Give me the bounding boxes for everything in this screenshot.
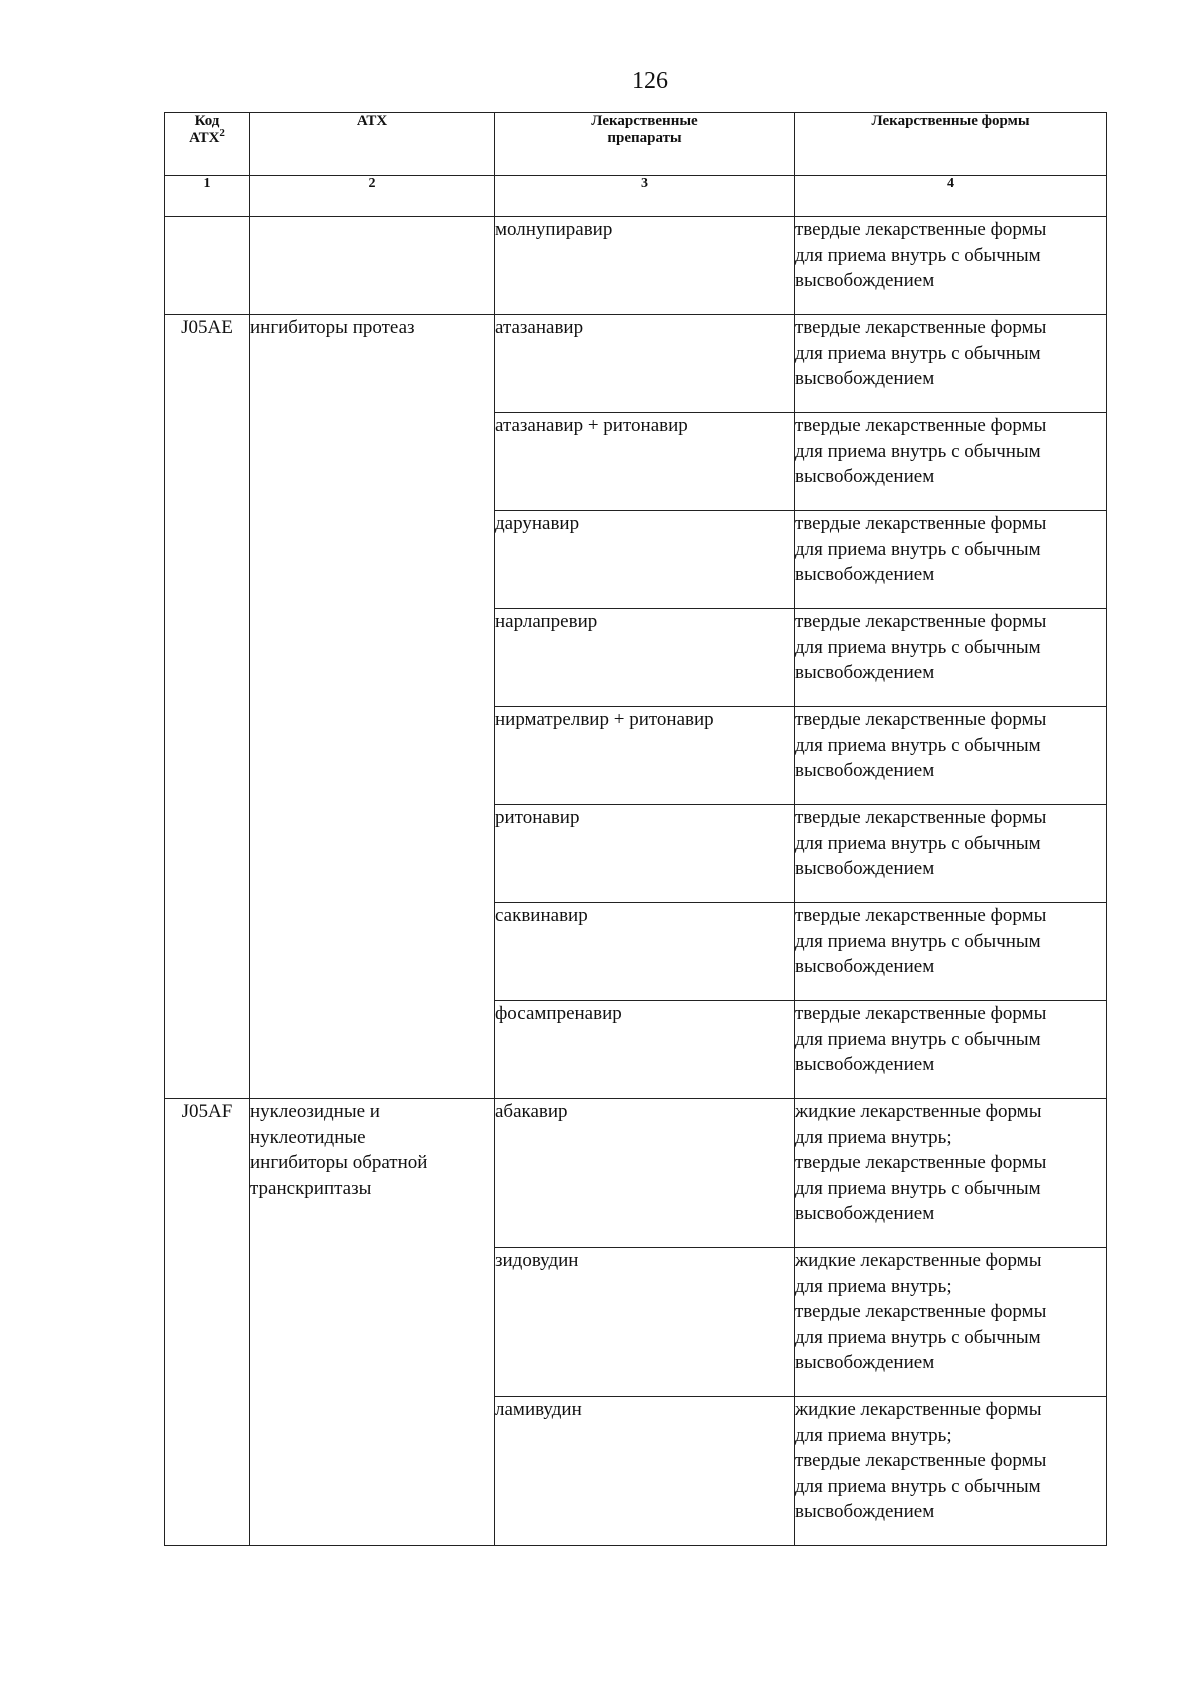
dosage-form-cell: твердые лекарственные формы для приема внутрь с обычным высвобождением (795, 1001, 1107, 1099)
drug-cell: атазанавир + ритонавир (495, 413, 795, 511)
table-row (165, 1099, 1107, 1248)
table-row (165, 217, 1107, 315)
header-code-atx (165, 113, 250, 176)
header-drugs (495, 113, 795, 176)
drug-cell: ритонавир (495, 805, 795, 903)
dosage-form-cell: твердые лекарственные формы для приема внутрь с обычным высвобождением (795, 609, 1107, 707)
dosage-form-cell: твердые лекарственные формы для приема внутрь с обычным высвобождением (795, 511, 1107, 609)
column-number: 2 (250, 176, 495, 217)
drug-cell: дарунавир (495, 511, 795, 609)
dosage-form-cell: жидкие лекарственные формы для приема внутрь; твердые лекарственные формы для приема внутрь с обычным высвобождением (795, 1099, 1107, 1248)
atx-code-cell (165, 217, 250, 315)
drug-cell: нарлапревир (495, 609, 795, 707)
dosage-form-cell: твердые лекарственные формы для приема внутрь с обычным высвобождением (795, 707, 1107, 805)
drug-cell: абакавир (495, 1099, 795, 1248)
header-dosage-forms: Лекарственные формы (795, 113, 1107, 176)
drug-cell: фосампренавир (495, 1001, 795, 1099)
dosage-form-cell: твердые лекарственные формы для приема внутрь с обычным высвобождением (795, 805, 1107, 903)
header-atx: АТХ (250, 113, 495, 176)
footnote-marker: 2 (219, 127, 225, 139)
table-row (165, 315, 1107, 413)
header-row (165, 113, 1107, 176)
atx-group-cell (250, 217, 495, 315)
drug-cell: нирматрелвир + ритонавир (495, 707, 795, 805)
atx-code-cell: J05AF (165, 1099, 250, 1546)
drug-table (164, 112, 1107, 1546)
header-drugs-line1: Лекарственные (591, 113, 698, 129)
atx-code-cell: J05AE (165, 315, 250, 1099)
drug-cell: саквинавир (495, 903, 795, 1001)
column-number: 1 (165, 176, 250, 217)
drug-cell: зидовудин (495, 1248, 795, 1397)
drug-cell: атазанавир (495, 315, 795, 413)
dosage-form-cell: твердые лекарственные формы для приема внутрь с обычным высвобождением (795, 413, 1107, 511)
dosage-form-cell: жидкие лекарственные формы для приема внутрь; твердые лекарственные формы для приема внутрь с обычным высвобождением (795, 1397, 1107, 1546)
header-atx-label: АТХ (189, 130, 220, 146)
column-number: 3 (495, 176, 795, 217)
page-number: 126 (632, 68, 668, 94)
column-number: 4 (795, 176, 1107, 217)
drug-cell: ламивудин (495, 1397, 795, 1546)
dosage-form-cell: жидкие лекарственные формы для приема внутрь; твердые лекарственные формы для приема внутрь с обычным высвобождением (795, 1248, 1107, 1397)
column-numbers-row (165, 176, 1107, 217)
atx-group-cell: нуклеозидные и нуклеотидные ингибиторы обратной транскриптазы (250, 1099, 495, 1546)
dosage-form-cell: твердые лекарственные формы для приема внутрь с обычным высвобождением (795, 315, 1107, 413)
atx-group-cell: ингибиторы протеаз (250, 315, 495, 1099)
header-drugs-line2: препараты (607, 130, 682, 146)
dosage-form-cell: твердые лекарственные формы для приема внутрь с обычным высвобождением (795, 217, 1107, 315)
dosage-form-cell: твердые лекарственные формы для приема внутрь с обычным высвобождением (795, 903, 1107, 1001)
drug-cell: молнупиравир (495, 217, 795, 315)
header-code-label: Код (194, 113, 220, 129)
